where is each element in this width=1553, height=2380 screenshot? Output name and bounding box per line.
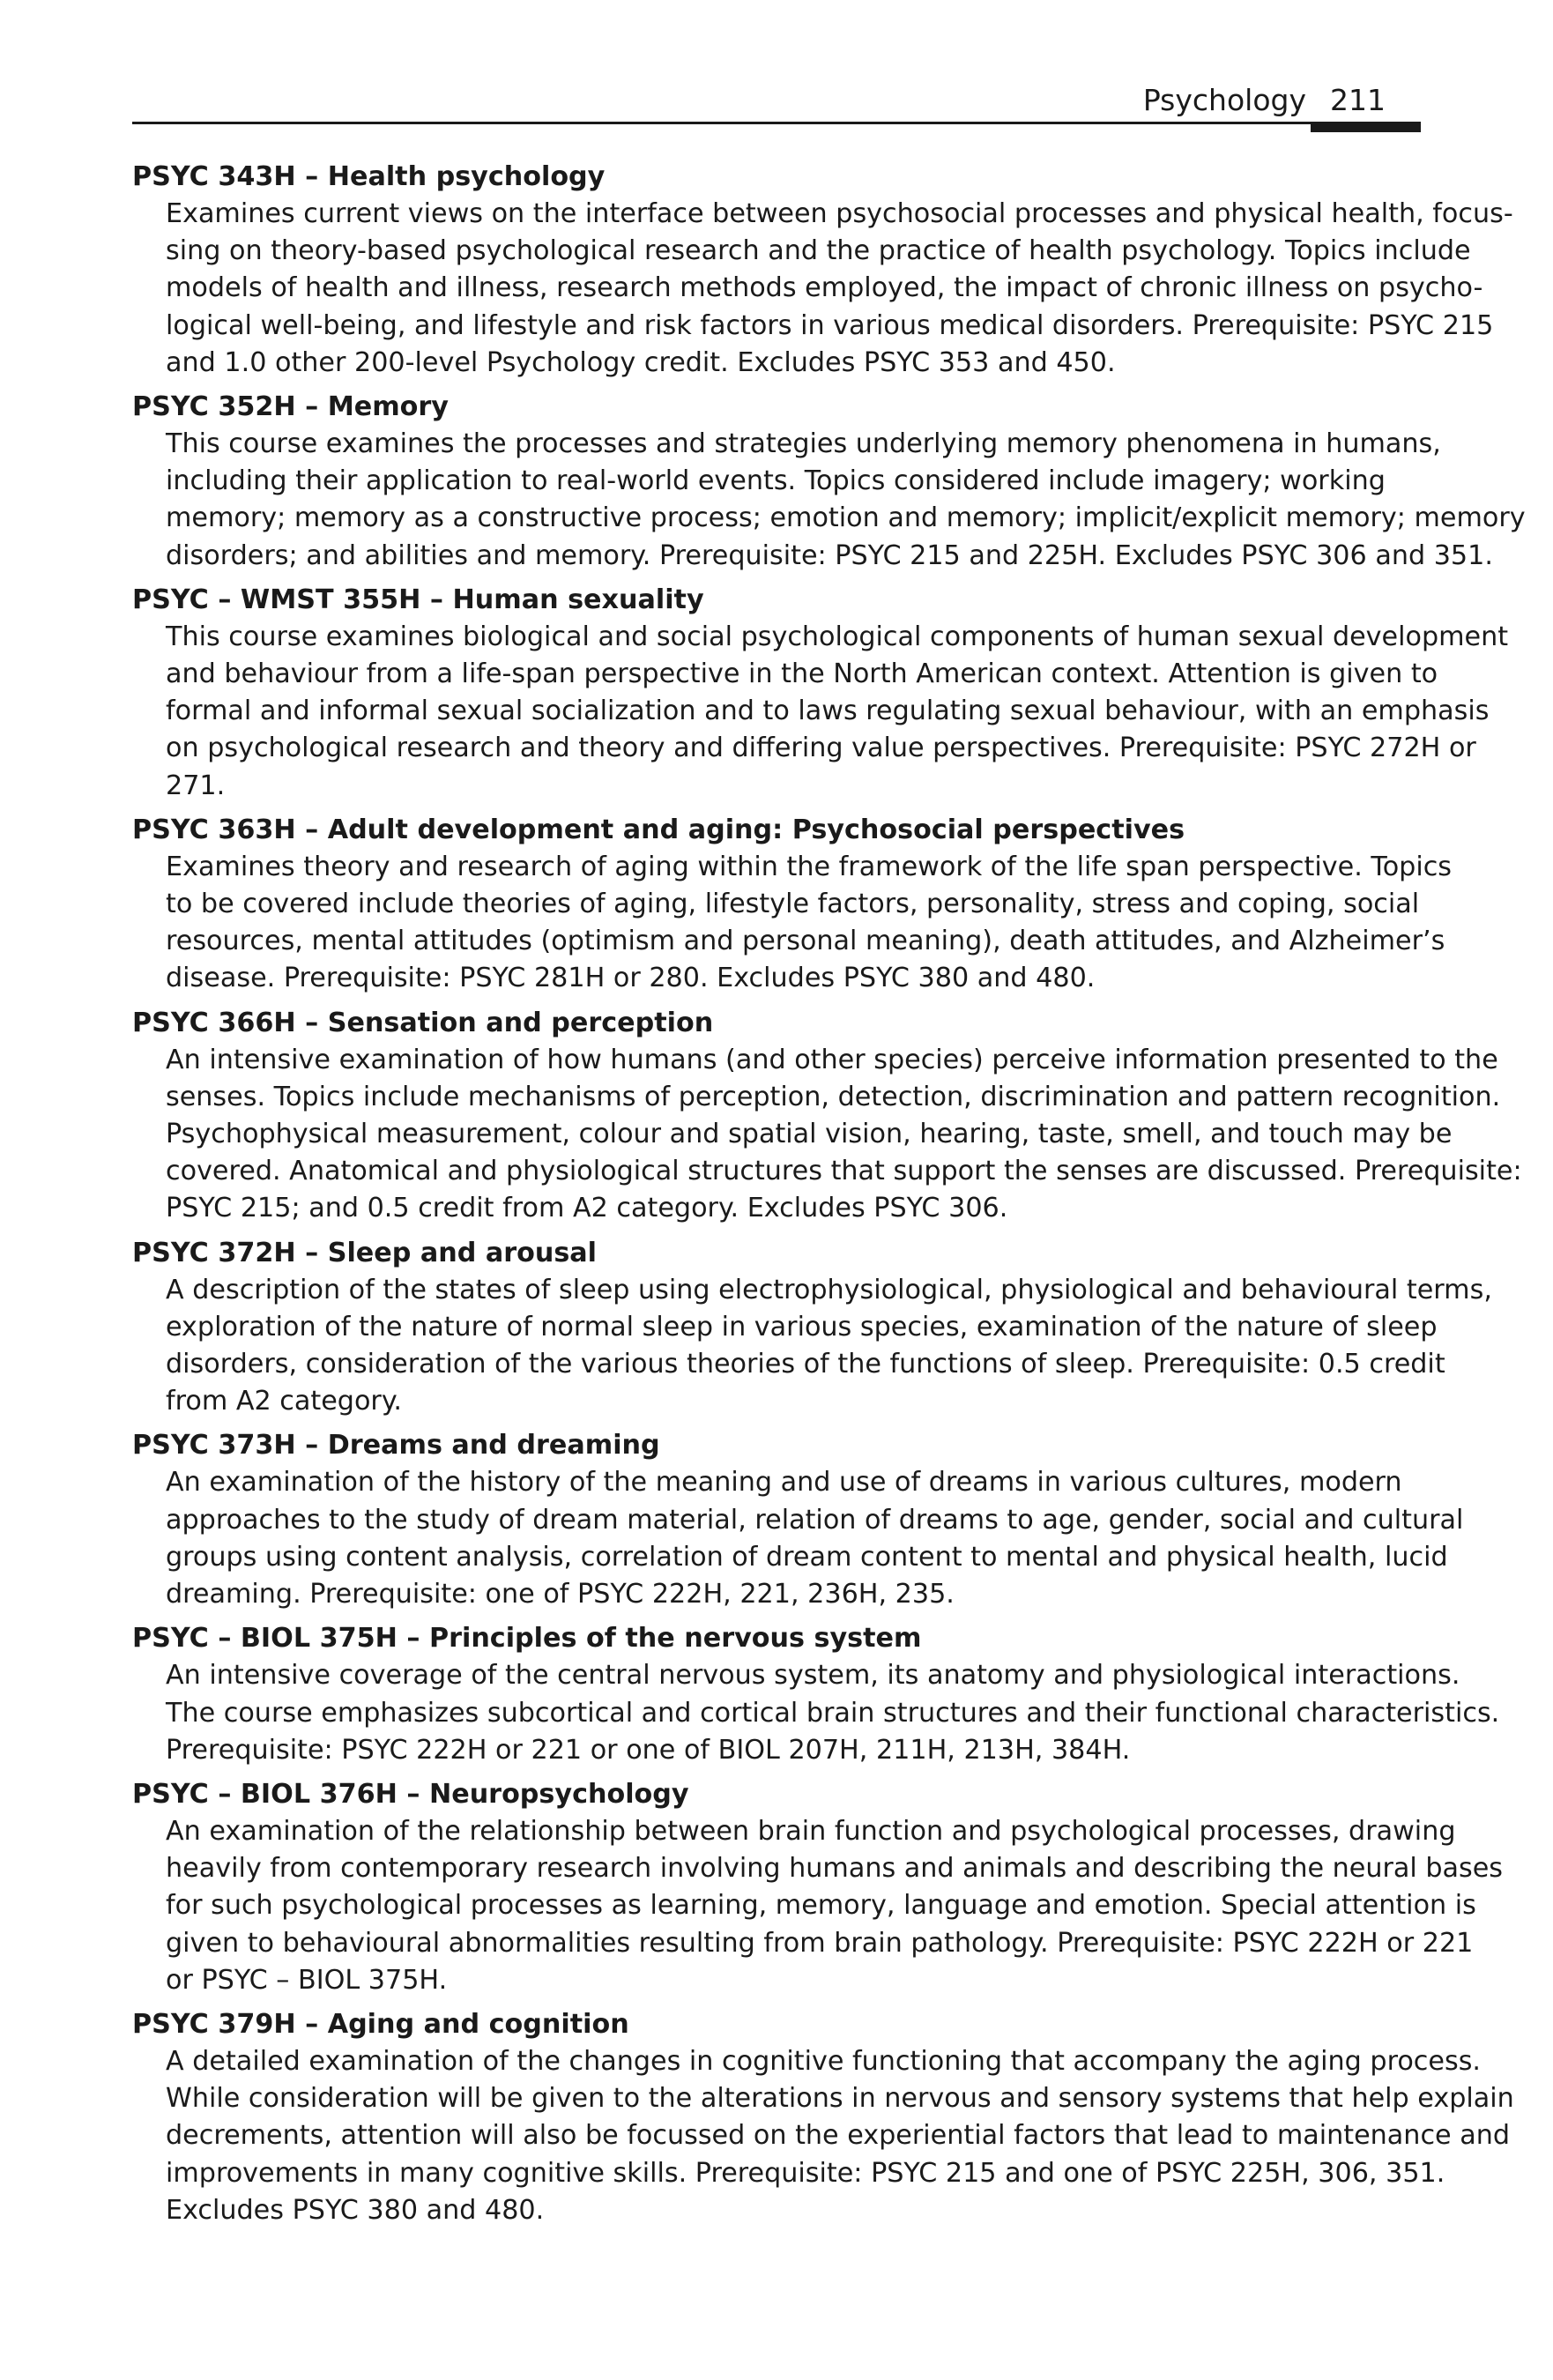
description-line: While consideration will be given to the alterations in nervous and sensory systems that help explain — [166, 2083, 1514, 2115]
description-line: 271. — [166, 770, 226, 801]
course-description — [166, 849, 1453, 998]
description-line: The course emphasizes subcortical and cortical brain structures and their functional characteristics. — [166, 1697, 1500, 1729]
header-section-title: Psychology — [1142, 83, 1306, 117]
description-line: An intensive examination of how humans (and other species) perceive information presented to the — [166, 1044, 1498, 1075]
description-line: Prerequisite: PSYC 222H or 221 or one of BIOL 207H, 211H, 213H, 384H. — [166, 1734, 1131, 1766]
description-line: improvements in many cognitive skills. Prerequisite: PSYC 215 and one of PSYC 225H, 306, 351. — [166, 2157, 1445, 2189]
description-line: sing on theory-based psychological research and the practice of health psychology. Topics include — [166, 235, 1471, 267]
description-line: groups using content analysis, correlation of dream content to mental and physical health, lucid — [166, 1541, 1448, 1573]
course-description — [166, 1272, 1492, 1421]
description-line: An examination of the relationship between brain function and psychological processes, drawing — [166, 1815, 1456, 1847]
description-line: decrements, attention will also be focussed on the experiential factors that lead to maintenance and — [166, 2120, 1510, 2152]
course-entry — [132, 389, 1526, 575]
course-entry — [132, 582, 1509, 805]
course-description — [166, 1042, 1522, 1228]
description-line: and 1.0 other 200-level Psychology credit. Excludes PSYC 353 and 450. — [166, 346, 1116, 378]
course-entry — [132, 1005, 1522, 1228]
description-line: Psychophysical measurement, colour and spatial vision, hearing, taste, smell, and touch may be — [166, 1119, 1453, 1150]
description-line: approaches to the study of dream material, relation of dreams to age, gender, social and cultural — [166, 1504, 1464, 1536]
description-line: disorders; and abilities and memory. Prerequisite: PSYC 215 and 225H. Excludes PSYC 306 and 351. — [166, 539, 1493, 571]
header-rule — [132, 122, 1421, 124]
description-line: for such psychological processes as learning, memory, language and emotion. Special attention is — [166, 1890, 1476, 1922]
running-header — [132, 81, 1421, 134]
description-line: senses. Topics include mechanisms of perception, detection, discrimination and pattern recognition. — [166, 1081, 1501, 1112]
description-line: resources, mental attitudes (optimism and personal meaning), death attitudes, and Alzheimer’s — [166, 926, 1445, 957]
course-entry — [132, 1776, 1504, 1999]
description-line: exploration of the nature of normal sleep in various species, examination of the nature of sleep — [166, 1311, 1438, 1342]
description-line: formal and informal sexual socialization and to laws regulating sexual behaviour, with an emphasis — [166, 695, 1490, 727]
course-title: PSYC – WMST 355H – Human sexuality — [132, 584, 704, 615]
course-description — [166, 1657, 1500, 1769]
description-line: Examines theory and research of aging within the framework of the life span perspective. Topics — [166, 851, 1453, 882]
description-line: from A2 category. — [166, 1386, 403, 1417]
description-line: or PSYC – BIOL 375H. — [166, 1964, 448, 1996]
description-line: A detailed examination of the changes in cognitive functioning that accompany the aging process. — [166, 2045, 1482, 2077]
course-title: PSYC 373H – Dreams and dreaming — [132, 1430, 660, 1461]
description-line: covered. Anatomical and physiological structures that support the senses are discussed. Prerequisite: — [166, 1156, 1522, 1187]
description-line: disease. Prerequisite: PSYC 281H or 280. Excludes PSYC 380 and 480. — [166, 963, 1096, 994]
course-entry — [132, 159, 1513, 382]
course-title: PSYC 366H – Sensation and perception — [132, 1007, 714, 1038]
description-line: Examines current views on the interface between psychosocial processes and physical health, focus- — [166, 198, 1513, 229]
description-line: This course examines the processes and strategies underlying memory phenomena in humans, — [166, 428, 1441, 460]
description-line: Excludes PSYC 380 and 480. — [166, 2194, 545, 2226]
description-line: dreaming. Prerequisite: one of PSYC 222H, 221, 236H, 235. — [166, 1579, 955, 1610]
course-list — [132, 159, 1526, 2236]
description-line: This course examines biological and social psychological components of human sexual development — [166, 621, 1509, 652]
description-line: models of health and illness, research methods employed, the impact of chronic illness on psycho- — [166, 272, 1483, 304]
description-line: heavily from contemporary research involving humans and animals and describing the neural bases — [166, 1853, 1504, 1885]
description-line: including their application to real-world events. Topics considered include imagery; working — [166, 465, 1386, 497]
course-title: PSYC 372H – Sleep and arousal — [132, 1237, 598, 1268]
description-line: and behaviour from a life-span perspective in the North American context. Attention is given to — [166, 658, 1438, 690]
description-line: memory; memory as a constructive process; emotion and memory; implicit/explicit memory; memory — [166, 502, 1526, 534]
header-tab-bar — [1311, 122, 1421, 132]
description-line: PSYC 215; and 0.5 credit from A2 category. Excludes PSYC 306. — [166, 1193, 1008, 1224]
course-entry — [132, 2006, 1514, 2229]
description-line: given to behavioural abnormalities resulting from brain pathology. Prerequisite: PSYC 222H or 221 — [166, 1927, 1474, 1959]
course-title: PSYC – BIOL 376H – Neuropsychology — [132, 1778, 689, 1810]
course-entry — [132, 1620, 1500, 1769]
course-description — [166, 2043, 1514, 2229]
course-title: PSYC 352H – Memory — [132, 391, 449, 423]
course-title: PSYC – BIOL 375H – Principles of the nervous system — [132, 1623, 922, 1655]
course-title: PSYC 343H – Health psychology — [132, 161, 606, 192]
description-line: A description of the states of sleep using electrophysiological, physiological and behavioural terms, — [166, 1274, 1492, 1305]
course-description — [166, 1464, 1464, 1613]
course-entry — [132, 1427, 1464, 1613]
description-line: on psychological research and theory and differing value perspectives. Prerequisite: PSYC 272H or — [166, 733, 1476, 764]
course-title: PSYC 379H – Aging and cognition — [132, 2008, 629, 2040]
course-title: PSYC 363H – Adult development and aging: Psychosocial perspectives — [132, 814, 1185, 845]
description-line: disorders, consideration of the various theories of the functions of sleep. Prerequisite: 0.5 credit — [166, 1349, 1445, 1380]
course-entry — [132, 1235, 1492, 1421]
page-number: 211 — [1330, 83, 1386, 117]
course-description — [166, 196, 1513, 382]
description-line: to be covered include theories of aging, lifestyle factors, personality, stress and coping, social — [166, 889, 1420, 920]
course-description — [166, 619, 1509, 805]
course-entry — [132, 812, 1453, 998]
description-line: An examination of the history of the meaning and use of dreams in various cultures, modern — [166, 1467, 1402, 1499]
course-description — [166, 1813, 1504, 1999]
description-line: logical well-being, and lifestyle and risk factors in various medical disorders. Prerequisite: PSYC 215 — [166, 309, 1494, 341]
description-line: An intensive coverage of the central nervous system, its anatomy and physiological interactions. — [166, 1660, 1460, 1692]
course-description — [166, 426, 1526, 575]
